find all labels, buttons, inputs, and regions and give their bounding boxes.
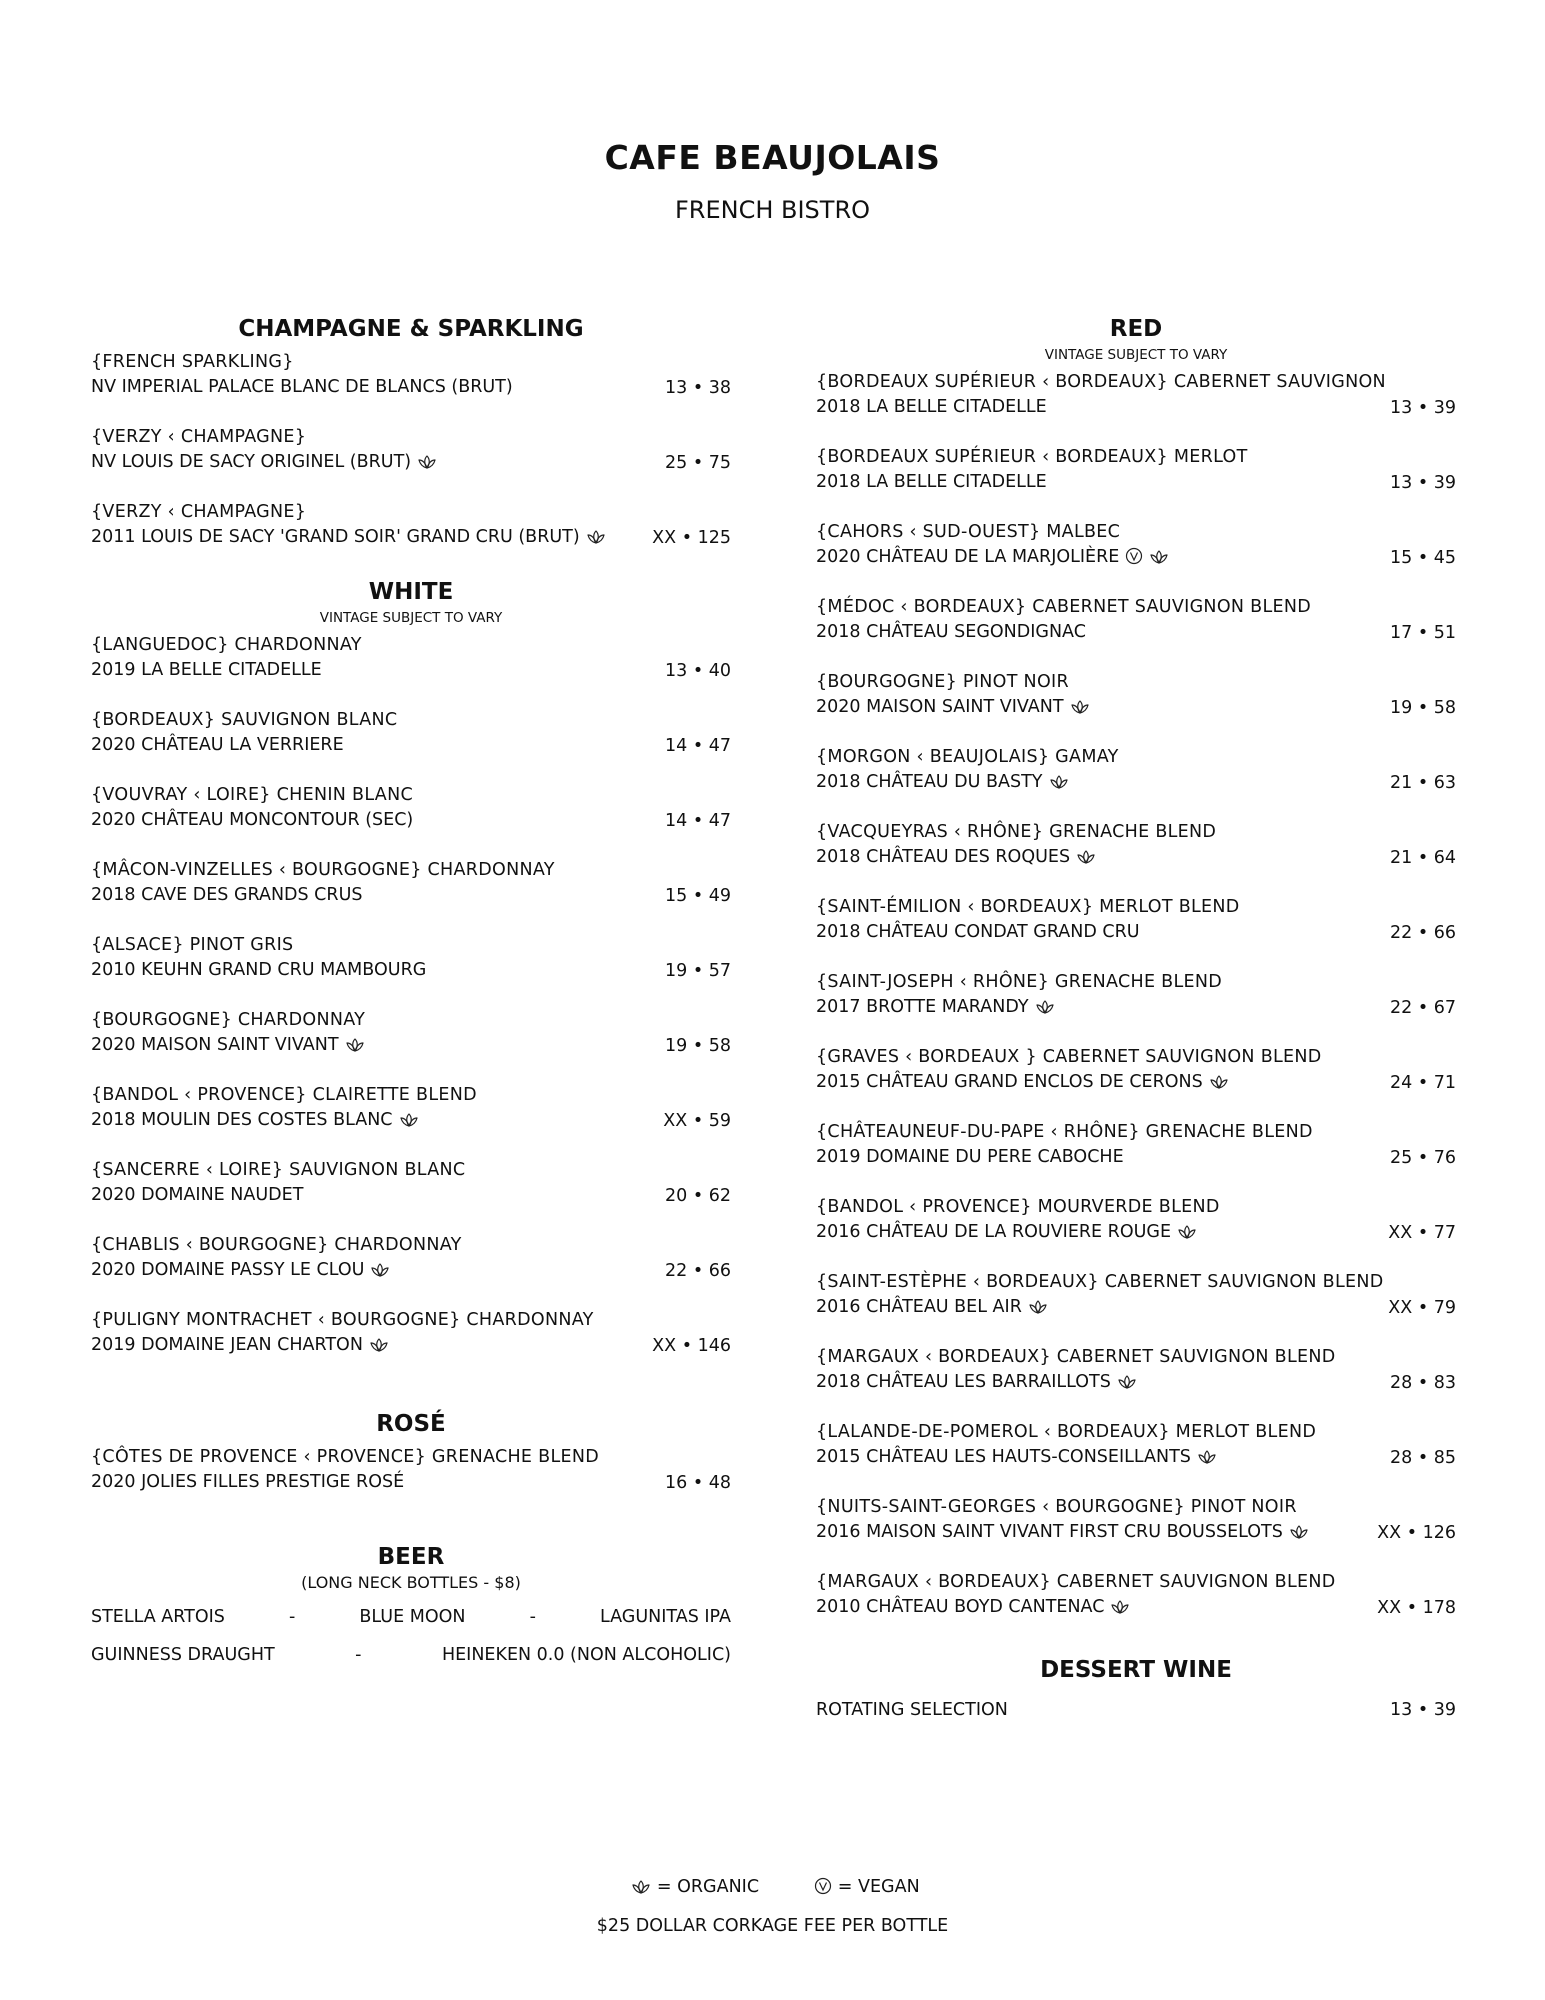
wine-name-row [816,1070,1456,1095]
wine-region: {SAINT-ESTÈPHE ‹ BORDEAUX} CABERNET SAUVIGNON BLEND [816,1272,1384,1292]
price: 19 • 57 [665,961,731,981]
wine-name: 2016 CHÂTEAU BEL AIR [816,1297,1022,1317]
wine-item [816,745,1456,796]
wine-region: {MORGON ‹ BEAUJOLAIS} GAMAY [816,747,1119,767]
price: 19 • 58 [665,1036,731,1056]
price: 22 • 66 [665,1261,731,1281]
wine-name: 2020 CHÂTEAU DE LA MARJOLIÈRE [816,547,1120,567]
wine-name-row [816,1370,1456,1395]
white-list [91,633,731,1359]
wine-item [91,1233,731,1284]
wine-item [91,1158,731,1209]
dessert-section [816,1653,1456,1729]
organic-icon [345,1037,365,1053]
vegan-legend-label: = VEGAN [837,1877,920,1897]
wine-name-row [91,1258,731,1283]
wine-name: 2018 CAVE DES GRANDS CRUS [91,885,363,905]
wine-name: NV IMPERIAL PALACE BLANC DE BLANCS (BRUT) [91,377,513,397]
corkage-note: $25 DOLLAR CORKAGE FEE PER BOTTLE [596,1916,949,1936]
wine-name: 2018 CHÂTEAU SEGONDIGNAC [816,622,1086,642]
restaurant-subtitle: FRENCH BISTRO [674,196,871,224]
wine-name-row [91,658,731,683]
wine-region: {BORDEAUX} SAUVIGNON BLANC [91,710,398,730]
right-column [816,312,1456,1729]
organic-icon [1049,774,1069,790]
beer-row [91,1598,731,1636]
wine-item [91,783,731,834]
price: 16 • 48 [665,1473,731,1493]
price: XX • 126 [1377,1523,1456,1543]
wine-name: 2017 BROTTE MARANDY [816,997,1029,1017]
wine-name: NV LOUIS DE SACY ORIGINEL (BRUT) [91,452,412,472]
wine-name-row [91,1333,731,1358]
price: 13 • 39 [1390,398,1456,418]
wine-region: {CAHORS ‹ SUD-OUEST} MALBEC [816,522,1121,542]
wine-region: {BOURGOGNE} CHARDONNAY [91,1010,366,1030]
wine-region: {PULIGNY MONTRACHET ‹ BOURGOGNE} CHARDONNAY [91,1310,594,1330]
wine-region: {SAINT-JOSEPH ‹ RHÔNE} GRENACHE BLEND [816,972,1223,992]
wine-name: 2016 CHÂTEAU DE LA ROUVIERE ROUGE [816,1222,1172,1242]
wine-name: 2020 MAISON SAINT VIVANT [91,1035,339,1055]
wine-name: 2010 KEUHN GRAND CRU MAMBOURG [91,960,427,980]
wine-name-row [91,1033,731,1058]
wine-region: {LALANDE-DE-POMEROL ‹ BORDEAUX} MERLOT BLEND [816,1422,1317,1442]
beer-item: LAGUNITAS IPA [599,1607,731,1627]
rose-section [91,1407,731,1496]
beer-separator: - [355,1645,362,1665]
dessert-wine: ROTATING SELECTION [816,1700,1008,1720]
organic-icon [369,1337,389,1353]
red-section [816,312,1456,1621]
wine-name-row [91,1470,731,1495]
wine-name: 2020 DOMAINE NAUDET [91,1185,304,1205]
organic-icon [1070,699,1090,715]
organic-icon [1149,549,1169,565]
wine-name-row [816,1520,1456,1545]
wine-name-row [91,1108,731,1133]
wine-name: 2018 CHÂTEAU LES BARRAILLOTS [816,1372,1111,1392]
section-heading: DESSERT WINE [1040,1657,1232,1683]
wine-name-row [91,525,731,550]
wine-region: {BANDOL ‹ PROVENCE} CLAIRETTE BLEND [91,1085,477,1105]
wine-item [91,933,731,984]
price: 19 • 58 [1390,698,1456,718]
wine-item [816,445,1456,496]
beer-section [91,1540,731,1674]
wine-item [816,970,1456,1021]
wine-item [91,350,731,401]
wine-item [91,1083,731,1134]
vegan-icon [1125,547,1143,565]
price: 24 • 71 [1390,1073,1456,1093]
wine-item [816,670,1456,721]
price: 22 • 67 [1390,998,1456,1018]
price: 15 • 49 [665,886,731,906]
wine-item [816,895,1456,946]
price: XX • 178 [1377,1598,1456,1618]
wine-name: 2010 CHÂTEAU BOYD CANTENAC [816,1597,1105,1617]
beer-item: GUINNESS DRAUGHT [91,1645,275,1665]
wine-region: {BOURGOGNE} PINOT NOIR [816,672,1069,692]
wine-name: 2020 CHÂTEAU MONCONTOUR (SEC) [91,810,414,830]
beer-item: STELLA ARTOIS [91,1607,225,1627]
price: 25 • 75 [665,453,731,473]
price: 13 • 39 [1390,1700,1456,1720]
section-heading: ROSÉ [376,1411,446,1437]
wine-region: {CÔTES DE PROVENCE ‹ PROVENCE} GRENACHE BLEND [91,1447,600,1467]
wine-name-row [816,695,1456,720]
wine-name: 2020 JOLIES FILLES PRESTIGE ROSÉ [91,1472,405,1492]
price: 25 • 76 [1390,1148,1456,1168]
section-note: VINTAGE SUBJECT TO VARY [1044,347,1228,363]
wine-item [91,425,731,476]
red-list [816,370,1456,1621]
wine-name-row [91,958,731,983]
wine-name: 2020 DOMAINE PASSY LE CLOU [91,1260,365,1280]
wine-region: {VERZY ‹ CHAMPAGNE} [91,502,307,522]
wine-name-row [91,883,731,908]
wine-name-row [816,395,1456,420]
price: 13 • 40 [665,661,731,681]
wine-name-row [816,1145,1456,1170]
wine-item [816,1570,1456,1621]
wine-name-row [91,808,731,833]
wine-region: {SAINT-ÉMILION ‹ BORDEAUX} MERLOT BLEND [816,897,1240,917]
wine-region: {SANCERRE ‹ LOIRE} SAUVIGNON BLANC [91,1160,466,1180]
wine-region: {ALSACE} PINOT GRIS [91,935,294,955]
organic-icon [1177,1224,1197,1240]
wine-region: {BORDEAUX SUPÉRIEUR ‹ BORDEAUX} MERLOT [816,447,1248,467]
wine-name: 2019 DOMAINE JEAN CHARTON [91,1335,363,1355]
wine-region: {CHÂTEAUNEUF-DU-PAPE ‹ RHÔNE} GRENACHE BLEND [816,1122,1313,1142]
wine-item [816,595,1456,646]
wine-item [816,820,1456,871]
organic-icon [1028,1299,1048,1315]
wine-item [816,1270,1456,1321]
wine-name-row [816,1295,1456,1320]
price: 20 • 62 [665,1186,731,1206]
price: XX • 125 [652,528,731,548]
organic-icon [399,1112,419,1128]
wine-name: 2018 LA BELLE CITADELLE [816,397,1047,417]
beer-item: HEINEKEN 0.0 (NON ALCOHOLIC) [441,1645,731,1665]
wine-item [91,1445,731,1496]
wine-name: 2018 CHÂTEAU DU BASTY [816,772,1043,792]
section-heading: BEER [377,1544,445,1570]
wine-region: {MÉDOC ‹ BORDEAUX} CABERNET SAUVIGNON BLEND [816,597,1312,617]
price: 15 • 45 [1390,548,1456,568]
wine-region: {VACQUEYRAS ‹ RHÔNE} GRENACHE BLEND [816,822,1217,842]
organic-icon [1117,1374,1137,1390]
beer-item: BLUE MOON [359,1607,466,1627]
price: 28 • 85 [1390,1448,1456,1468]
price: 21 • 63 [1390,773,1456,793]
wine-name-row [816,920,1456,945]
wine-item [816,1345,1456,1396]
section-note: VINTAGE SUBJECT TO VARY [319,610,503,626]
wine-name-row [816,845,1456,870]
wine-region: {LANGUEDOC} CHARDONNAY [91,635,362,655]
beer-separator: - [288,1607,296,1627]
beer-row [91,1636,731,1674]
wine-name-row [816,995,1456,1020]
section-heading: CHAMPAGNE & SPARKLING [238,316,584,342]
price: XX • 79 [1388,1298,1456,1318]
organic-icon [1110,1599,1130,1615]
wine-name-row [816,1220,1456,1245]
wine-item [91,500,731,551]
organic-icon [1076,849,1096,865]
wine-name: 2018 MOULIN DES COSTES BLANC [91,1110,393,1130]
wine-region: {BANDOL ‹ PROVENCE} MOURVERDE BLEND [816,1197,1220,1217]
wine-item [816,1120,1456,1171]
price: 13 • 39 [1390,473,1456,493]
price: XX • 77 [1388,1223,1456,1243]
organic-legend-label: = ORGANIC [656,1877,760,1897]
wine-region: {BORDEAUX SUPÉRIEUR ‹ BORDEAUX} CABERNET SAUVIGNON [816,372,1386,392]
wine-name-row [91,1183,731,1208]
wine-name: 2015 CHÂTEAU LES HAUTS-CONSEILLANTS [816,1447,1191,1467]
wine-item [816,1195,1456,1246]
wine-item [816,1495,1456,1546]
wine-item [91,1008,731,1059]
rose-list [91,1445,731,1496]
organic-icon [1035,999,1055,1015]
wine-item [91,633,731,684]
wine-name: 2016 MAISON SAINT VIVANT FIRST CRU BOUSSELOTS [816,1522,1283,1542]
wine-name-row [91,450,731,475]
wine-region: {VERZY ‹ CHAMPAGNE} [91,427,307,447]
price: 21 • 64 [1390,848,1456,868]
sparkling-list [91,350,731,551]
wine-region: {CHABLIS ‹ BOURGOGNE} CHARDONNAY [91,1235,462,1255]
organic-icon [1289,1524,1309,1540]
wine-name-row [91,375,731,400]
wine-name: 2018 CHÂTEAU DES ROQUES [816,847,1071,867]
wine-item [91,1308,731,1359]
wine-region: {MÂCON-VINZELLES ‹ BOURGOGNE} CHARDONNAY [91,860,555,880]
wine-name-row [816,1595,1456,1620]
wine-name: 2018 CHÂTEAU CONDAT GRAND CRU [816,922,1140,942]
wine-name: 2019 LA BELLE CITADELLE [91,660,322,680]
wine-item [91,858,731,909]
organic-icon [370,1262,390,1278]
wine-region: {VOUVRAY ‹ LOIRE} CHENIN BLANC [91,785,413,805]
wine-item [816,520,1456,571]
wine-item [816,1420,1456,1471]
wine-region: {NUITS-SAINT-GEORGES ‹ BOURGOGNE} PINOT NOIR [816,1497,1297,1517]
restaurant-title: CAFE BEAUJOLAIS [604,138,941,177]
wine-item [816,1045,1456,1096]
wine-name-row [816,545,1456,570]
organic-icon [586,529,606,545]
dessert-row [816,1691,1456,1729]
price: XX • 146 [652,1336,731,1356]
organic-icon [1209,1074,1229,1090]
wine-name: 2020 CHÂTEAU LA VERRIERE [91,735,344,755]
vegan-icon [814,1877,832,1895]
price: 13 • 38 [665,378,731,398]
wine-name: 2019 DOMAINE DU PERE CABOCHE [816,1147,1124,1167]
wine-region: {MARGAUX ‹ BORDEAUX} CABERNET SAUVIGNON BLEND [816,1572,1336,1592]
organic-icon [631,1879,651,1895]
section-heading: RED [1109,316,1163,342]
wine-name: 2011 LOUIS DE SACY 'GRAND SOIR' GRAND CRU (BRUT) [91,527,580,547]
price: 28 • 83 [1390,1373,1456,1393]
organic-icon [417,454,437,470]
wine-name-row [91,733,731,758]
wine-region: {MARGAUX ‹ BORDEAUX} CABERNET SAUVIGNON BLEND [816,1347,1336,1367]
wine-name-row [816,770,1456,795]
price: 17 • 51 [1390,623,1456,643]
price: 14 • 47 [665,736,731,756]
section-note: (LONG NECK BOTTLES - $8) [301,1573,521,1592]
organic-icon [1197,1449,1217,1465]
wine-name: 2015 CHÂTEAU GRAND ENCLOS DE CERONS [816,1072,1203,1092]
footer-legend [0,1874,1545,1900]
price: 22 • 66 [1390,923,1456,943]
price: 14 • 47 [665,811,731,831]
wine-name: 2020 MAISON SAINT VIVANT [816,697,1064,717]
white-section [91,575,731,1359]
wine-name-row [816,470,1456,495]
left-column [91,312,731,1674]
wine-item [91,708,731,759]
wine-name-row [816,1445,1456,1470]
wine-name: 2018 LA BELLE CITADELLE [816,472,1047,492]
price: XX • 59 [663,1111,731,1131]
sparkling-section [91,312,731,551]
section-heading: WHITE [368,579,454,605]
wine-region: {GRAVES ‹ BORDEAUX } CABERNET SAUVIGNON BLEND [816,1047,1322,1067]
wine-name-row [816,620,1456,645]
wine-item [816,370,1456,421]
beer-separator: - [529,1607,536,1627]
wine-region: {FRENCH SPARKLING} [91,352,294,372]
